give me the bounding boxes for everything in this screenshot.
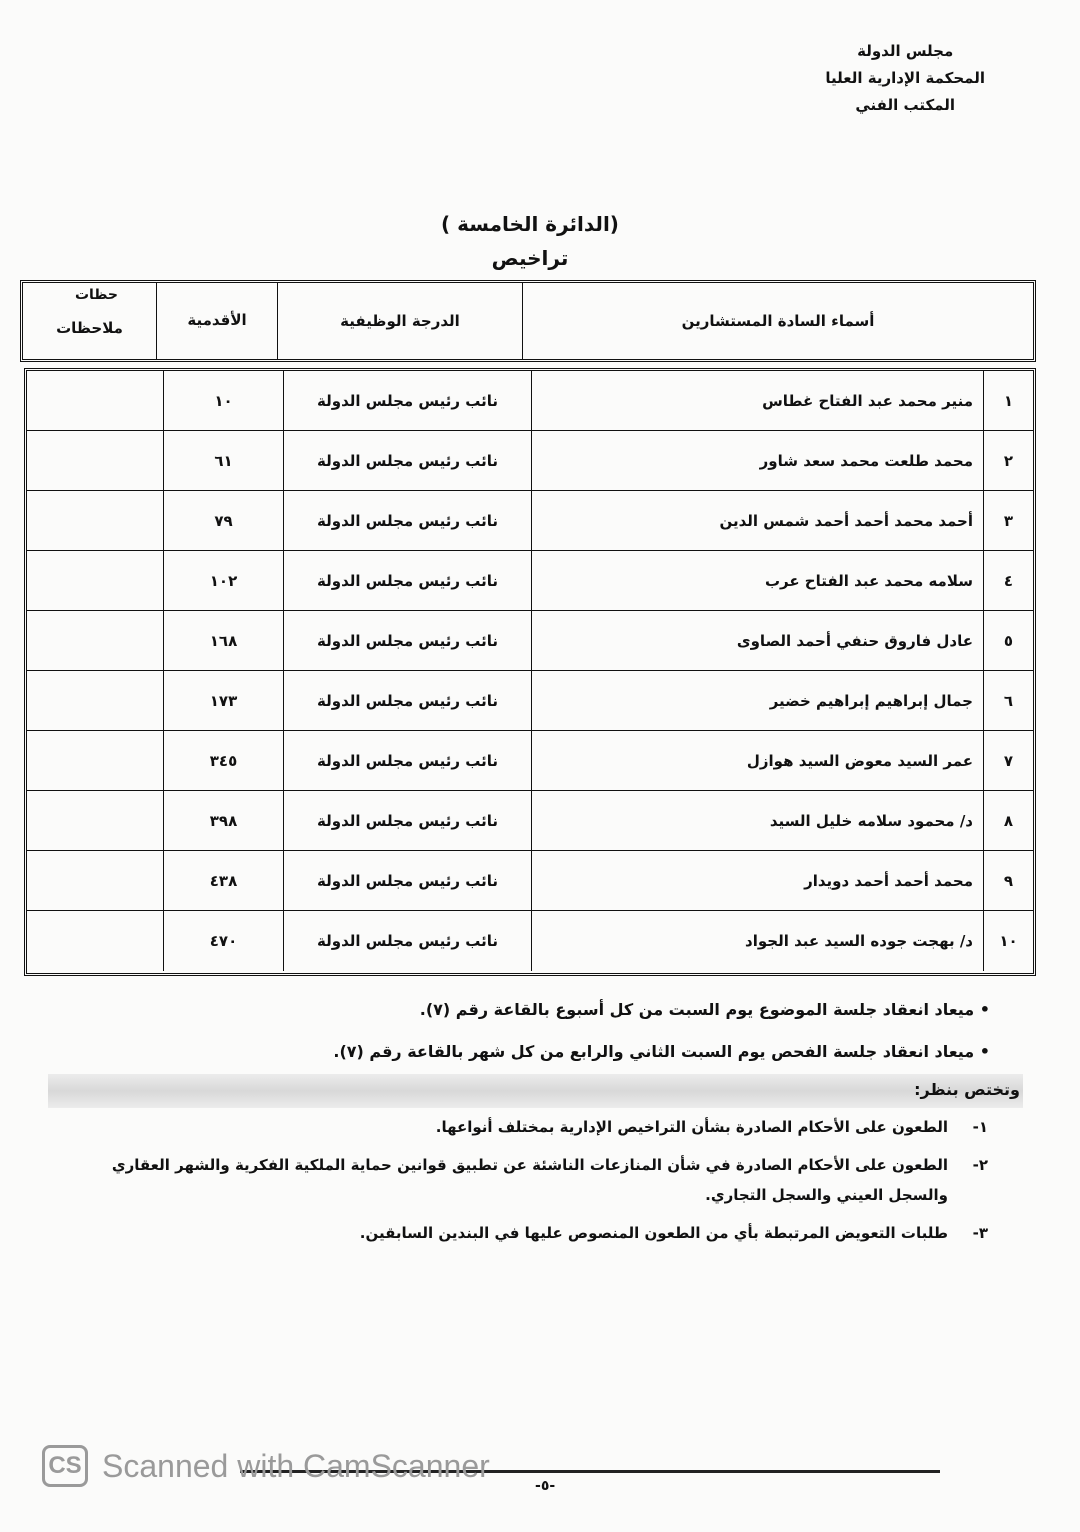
seniority: ٣٩٨ [163, 791, 283, 850]
table-row [27, 491, 1033, 551]
table-row [27, 911, 1033, 971]
table-header [20, 280, 1036, 362]
judge-name: منير محمد عبد الفتاح غطاس [531, 371, 983, 430]
table-row [27, 731, 1033, 791]
table-row [27, 671, 1033, 731]
seniority: ٦١ [163, 431, 283, 490]
bullet-review-session: • ميعاد انعقاد جلسة الفحص يوم السبت الثاني والرابع من كل شهر بالقاعة رقم (٧). [333, 1042, 990, 1061]
letterhead-council: مجلس الدولة [857, 42, 954, 60]
letterhead-court: المحكمة الإدارية العليا [825, 69, 985, 87]
row-number: ٩ [983, 851, 1033, 910]
judge-name: محمد أحمد أحمد دويدار [531, 851, 983, 910]
seniority: ٤٧٠ [163, 911, 283, 971]
judge-name: جمال إبراهيم إبراهيم خضير [531, 671, 983, 730]
camscanner-logo-icon: CS [42, 1445, 88, 1487]
jurisdiction-item [88, 1218, 988, 1248]
job-grade: نائب رئيس مجلس الدولة [283, 551, 531, 610]
notes-cell [27, 431, 163, 490]
col-notes-partial-label: حظات [74, 287, 118, 303]
judge-name: عادل فاروق حنفي أحمد الصاوى [531, 611, 983, 670]
seniority: ١٦٨ [163, 611, 283, 670]
jurisdiction-heading: وتختص بنظر: [914, 1080, 1020, 1099]
heading-band [48, 1074, 1023, 1108]
judges-table [24, 368, 1036, 976]
table-row [27, 851, 1033, 911]
seniority: ١٠٢ [163, 551, 283, 610]
notes-cell [27, 491, 163, 550]
row-number: ٥ [983, 611, 1033, 670]
job-grade: نائب رئيس مجلس الدولة [283, 671, 531, 730]
row-number: ٣ [983, 491, 1033, 550]
judge-name: أحمد محمد أحمد أحمد شمس الدين [531, 491, 983, 550]
job-grade: نائب رئيس مجلس الدولة [283, 731, 531, 790]
circuit-title: (الدائرة الخامسة ) [441, 212, 619, 236]
notes-cell [27, 851, 163, 910]
col-names: أسماء السادة المستشارين [522, 283, 1033, 359]
row-number: ١ [983, 371, 1033, 430]
item-number: ٣- [972, 1224, 988, 1242]
judge-name: عمر السيد معوض السيد هوازل [531, 731, 983, 790]
table-row [27, 611, 1033, 671]
item-text: الطعون على الأحكام الصادرة في شأن المنازعات الناشئة عن تطبيق قوانين حماية الملكية الفكرية والشهر العقاري والسجل العيني والسجل التجاري. [111, 1156, 948, 1204]
judge-name: د/ محمود سلامه خليل السيد [531, 791, 983, 850]
notes-cell [27, 731, 163, 790]
job-grade: نائب رئيس مجلس الدولة [283, 911, 531, 971]
table-row [27, 551, 1033, 611]
seniority: ٤٣٨ [163, 851, 283, 910]
notes-cell [27, 791, 163, 850]
judge-name: د/ بهجت جوده السيد عبد الجواد [531, 911, 983, 971]
row-number: ٧ [983, 731, 1033, 790]
circuit-subtitle: تراخيص [491, 246, 569, 270]
watermark-text: Scanned with CamScanner [102, 1447, 490, 1484]
letterhead-office: المكتب الفني [855, 96, 956, 114]
seniority: ١٧٣ [163, 671, 283, 730]
job-grade: نائب رئيس مجلس الدولة [283, 851, 531, 910]
seniority: ٧٩ [163, 491, 283, 550]
seniority: ١٠ [163, 371, 283, 430]
page-number: -٥- [535, 1478, 556, 1494]
notes-cell [27, 911, 163, 971]
notes-cell [27, 371, 163, 430]
item-number: ٢- [972, 1156, 988, 1174]
item-text: الطعون على الأحكام الصادرة بشأن التراخيص الإدارية بمختلف أنواعها. [435, 1118, 948, 1136]
seniority: ٣٤٥ [163, 731, 283, 790]
table-row [27, 431, 1033, 491]
job-grade: نائب رئيس مجلس الدولة [283, 371, 531, 430]
notes-cell [27, 671, 163, 730]
bullet-merits-session: • ميعاد انعقاد جلسة الموضوع يوم السبت من كل أسبوع بالقاعة رقم (٧). [419, 1000, 990, 1019]
row-number: ٢ [983, 431, 1033, 490]
job-grade: نائب رئيس مجلس الدولة [283, 611, 531, 670]
col-seniority: الأقدمية [156, 283, 277, 359]
row-number: ٦ [983, 671, 1033, 730]
item-text: طلبات التعويض المرتبطة بأي من الطعون المنصوص عليها في البندين السابقين. [359, 1224, 948, 1242]
item-number: ١- [972, 1118, 988, 1136]
notes-cell [27, 611, 163, 670]
letterhead [825, 38, 985, 119]
col-notes [23, 283, 156, 359]
jurisdiction-item [88, 1112, 988, 1142]
table-row [27, 791, 1033, 851]
jurisdiction-item [48, 1150, 988, 1210]
row-number: ٨ [983, 791, 1033, 850]
notes-cell [27, 551, 163, 610]
col-notes-label: ملاحظات [56, 319, 123, 337]
job-grade: نائب رئيس مجلس الدولة [283, 791, 531, 850]
job-grade: نائب رئيس مجلس الدولة [283, 491, 531, 550]
row-number: ١٠ [983, 911, 1033, 971]
col-grade: الدرجة الوظيفية [277, 283, 522, 359]
judge-name: محمد طلعت محمد سعد شاور [531, 431, 983, 490]
camscanner-watermark [42, 1445, 490, 1487]
job-grade: نائب رئيس مجلس الدولة [283, 431, 531, 490]
table-row [27, 371, 1033, 431]
row-number: ٤ [983, 551, 1033, 610]
judge-name: سلامه محمد عبد الفتاح عرب [531, 551, 983, 610]
